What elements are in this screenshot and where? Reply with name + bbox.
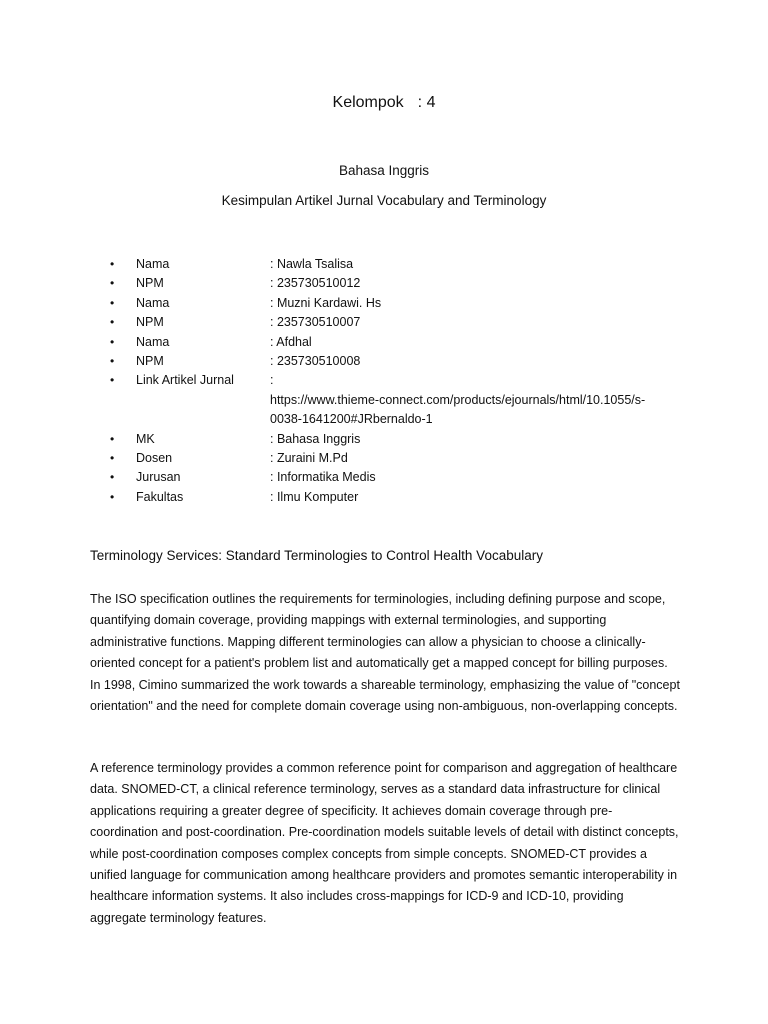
subject-name: Bahasa Inggris [338, 163, 430, 178]
group-title [0, 94, 768, 112]
bullet-icon: • [110, 354, 115, 369]
link-colon: : [270, 373, 274, 388]
info-label: Nama [136, 295, 170, 310]
document-title: Kesimpulan Artikel Jurnal Vocabulary and Terminology [221, 193, 547, 208]
bullet-icon: • [110, 334, 115, 349]
bullet-icon: • [110, 295, 115, 310]
info-value: : Nawla Tsalisa [270, 257, 354, 271]
info-value: : 235730510007 [270, 315, 361, 330]
bullet-icon: • [110, 315, 115, 330]
group-value: : 4 [417, 94, 436, 111]
info-row-nama-1 [110, 255, 690, 274]
info-label: Nama [136, 257, 170, 271]
info-row-fakultas [110, 488, 690, 507]
info-value: : Afdhal [270, 334, 312, 349]
bullet-icon: • [110, 257, 115, 271]
info-value: : 235730510008 [270, 354, 361, 369]
info-label: NPM [136, 354, 164, 369]
info-label: Dosen [136, 451, 173, 466]
info-label: Link Artikel Jurnal [136, 373, 234, 388]
info-value: : Informatika Medis [270, 470, 376, 485]
bullet-icon: • [110, 451, 115, 466]
bullet-icon: • [110, 373, 115, 388]
info-value: : Muzni Kardawi. Hs [270, 295, 382, 310]
info-row-npm-3 [110, 352, 690, 371]
info-label: MK [136, 431, 155, 446]
info-value: : Bahasa Inggris [270, 431, 361, 446]
bullet-icon: • [110, 276, 115, 291]
info-row-mk [110, 430, 690, 449]
paragraph-iso-specification: The ISO specification outlines the requirements for terminologies, including defining purpose and scope, quantifying domain coverage, providing mappings with external terminologies, and supporting administrative functions. Mapping different terminologies can allow a physician to choose a clinically-oriented concept for a patient's problem list and automatically get a mapped concept for billing purposes. In 1998, Cimino summarized the work towards a shareable terminology, emphasizing the value of "concept orientation" and the need for complete domain coverage using non-ambiguous, non-overlapping concepts. [90, 592, 680, 714]
info-label: NPM [136, 315, 164, 330]
info-label: Nama [136, 334, 170, 349]
bullet-icon: • [110, 489, 115, 504]
info-label: Jurusan [136, 470, 181, 485]
info-value: : 235730510012 [270, 276, 361, 291]
info-value: : Ilmu Komputer [270, 489, 359, 504]
info-row-link-artikel [110, 371, 690, 429]
info-row-nama-2 [110, 294, 690, 313]
info-label: NPM [136, 276, 164, 291]
info-label: Fakultas [136, 489, 184, 504]
journal-link-line-2[interactable]: 0038-1641200#JRbernaldo-1 [270, 412, 433, 427]
journal-link-value[interactable] [270, 371, 690, 429]
paragraph-reference-terminology: A reference terminology provides a common reference point for comparison and aggregation of healthcare data. SNOMED-CT, a clinical reference terminology, serves as a standard data infrastructure for clinical applications requiring a greater degree of specificity. It achieves domain coverage through pre-coordination and post-coordination. Pre-coordination models suitable levels of detail with distinct concepts, while post-coordination composes complex concepts from simple concepts. SNOMED-CT provides a unified language for communication among healthcare providers and promotes semantic interoperability in healthcare information systems. It also includes cross-mappings for ICD-9 and ICD-10, providing aggregate terminology features. [90, 761, 679, 925]
info-row-nama-3 [110, 333, 690, 352]
group-label: Kelompok [332, 94, 404, 111]
info-list [110, 255, 690, 507]
info-row-jurusan [110, 468, 690, 487]
section-heading: Terminology Services: Standard Terminologies to Control Health Vocabulary [90, 548, 543, 563]
info-value: : Zuraini M.Pd [270, 451, 348, 466]
bullet-icon: • [110, 470, 115, 485]
info-row-npm-2 [110, 313, 690, 332]
bullet-icon: • [110, 431, 115, 446]
journal-link-line-1[interactable]: https://www.thieme-connect.com/products/ejournals/html/10.1055/s- [270, 392, 646, 407]
info-row-dosen [110, 449, 690, 468]
info-row-npm-1 [110, 274, 690, 293]
